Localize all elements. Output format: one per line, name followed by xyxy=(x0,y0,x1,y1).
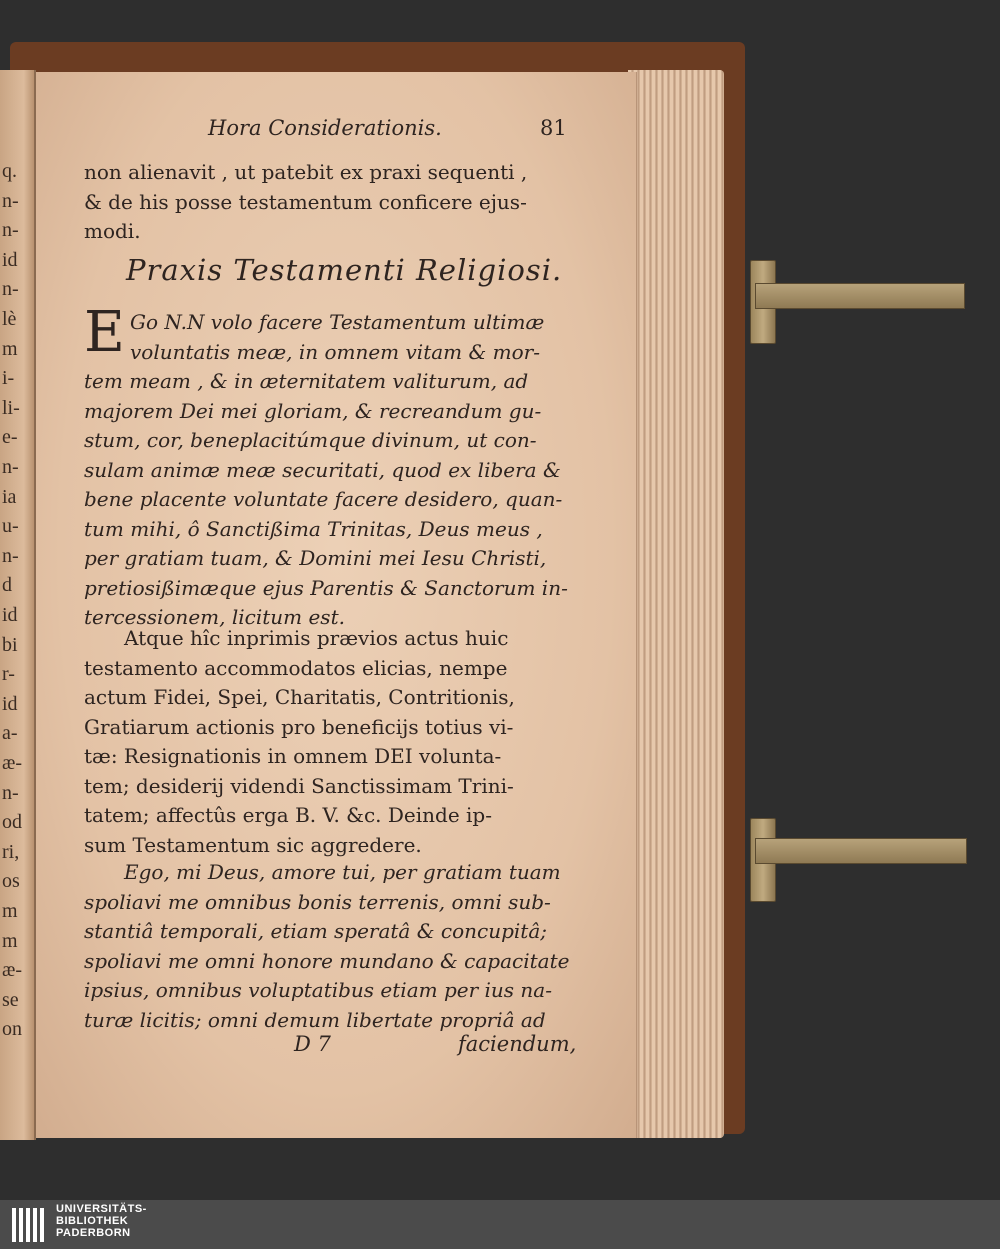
left-page-fragment: os xyxy=(2,870,20,893)
text-line: actum Fidei, Spei, Charitatis, Contritionis, xyxy=(84,685,515,709)
left-page-fragment: n- xyxy=(2,544,19,567)
library-name-line: BIBLIOTHEK xyxy=(56,1215,129,1227)
section-heading: Praxis Testamenti Religiosi. xyxy=(126,253,563,287)
left-page-fragment: id xyxy=(2,248,18,271)
left-page-fragment: ia xyxy=(2,485,17,508)
text-line: turæ licitis; omni demum libertate propriâ ad xyxy=(84,1007,546,1032)
text-line: ipsius, omnibus voluptatibus etiam per ius na- xyxy=(84,978,552,1002)
footer-bar xyxy=(0,1200,1000,1249)
left-page-fragment: n- xyxy=(2,189,19,212)
left-page-fragment: m xyxy=(2,929,18,952)
text-line: & de his posse testamentum conficere ejus- xyxy=(84,189,527,214)
page-edge-stack xyxy=(628,70,724,1138)
library-logo-icon xyxy=(10,1204,46,1246)
upper-clasp xyxy=(755,283,965,309)
left-page-fragment: æ- xyxy=(2,959,22,982)
left-page-fragment: e- xyxy=(2,426,18,449)
text-line: spoliavi me omni honore mundano & capacitate xyxy=(84,948,570,973)
text-line: stantiâ temporali, etiam speratâ & concupitâ; xyxy=(84,919,547,943)
text-line: bene placente voluntate facere desidero, quan- xyxy=(84,487,563,511)
text-line: stum, cor, beneplacitúmque divinum, ut con- xyxy=(84,428,537,452)
text-line: per gratiam tuam, & Domini mei Iesu Christi, xyxy=(84,546,547,570)
text-line: sulam animæ meæ securitati, quod ex libera & xyxy=(84,457,561,482)
text-line: voluntatis meæ, in omnem vitam & mor- xyxy=(130,339,540,364)
text-line: non alienavit , ut patebit ex praxi sequenti , xyxy=(84,160,528,184)
left-page-fragment: ri, xyxy=(2,840,20,863)
text-line: sum Testamentum sic aggredere. xyxy=(84,832,422,857)
text-line: tæ: Resignationis in omnem DEI volunta- xyxy=(84,744,502,768)
text-line: tercessionem, licitum est. xyxy=(84,605,345,629)
left-page-fragment: u- xyxy=(2,515,19,538)
text-line: tum mihi, ô Sanctißima Trinitas, Deus meus , xyxy=(84,516,543,541)
text-line: spoliavi me omnibus bonis terrenis, omni sub- xyxy=(84,889,551,914)
book-page xyxy=(36,72,637,1138)
text-line: pretiosißimæque ejus Parentis & Sanctorum in- xyxy=(84,575,568,600)
left-page-fragment: r- xyxy=(2,663,15,686)
left-page-fragment: m xyxy=(2,337,18,360)
text-line: tem; desiderij videndi Sanctissimam Trini- xyxy=(84,773,514,798)
signature-mark: D 7 xyxy=(294,1032,331,1056)
left-page-fragment: n- xyxy=(2,219,19,242)
left-page-fragment: li- xyxy=(2,396,20,419)
text-line: modi. xyxy=(84,219,141,243)
text-line: Atque hîc inprimis prævios actus huic xyxy=(124,626,509,650)
left-page-fragment: bi xyxy=(2,633,18,656)
left-page-fragment: id xyxy=(2,692,18,715)
left-page-fragment: od xyxy=(2,811,22,834)
left-page-fragment: n- xyxy=(2,456,19,478)
library-name-line: PADERBORN xyxy=(56,1227,131,1239)
lower-clasp xyxy=(755,838,967,864)
left-page-fragment: m xyxy=(2,900,18,922)
left-facing-page xyxy=(0,70,36,1140)
library-name-line: UNIVERSITÄTS- xyxy=(56,1203,147,1215)
text-line: tem meam , & in æternitatem valiturum, ad xyxy=(84,369,529,393)
text-line: Go N.N volo facere Testamentum ultimæ xyxy=(130,310,545,334)
left-page-fragment: se xyxy=(2,988,19,1011)
page-number: 81 xyxy=(540,116,567,140)
left-page-fragment: n- xyxy=(2,278,19,301)
text-line: Ego, mi Deus, amore tui, per gratiam tuam xyxy=(124,860,561,884)
drop-capital: E xyxy=(84,300,125,365)
text-line: tatem; affectûs erga B. V. &c. Deinde ip- xyxy=(84,803,492,827)
left-page-fragment: a- xyxy=(2,722,18,745)
left-page-fragment: q. xyxy=(2,160,17,182)
left-page-fragment: i- xyxy=(2,367,15,390)
library-name xyxy=(56,1200,147,1239)
left-page-fragment: d xyxy=(2,574,12,597)
running-head: Hora Considerationis. xyxy=(208,116,442,140)
left-page-fragment: on xyxy=(2,1018,22,1041)
left-page-fragment: lè xyxy=(2,308,17,330)
catchword: faciendum, xyxy=(458,1032,577,1056)
left-page-fragment: æ- xyxy=(2,752,22,774)
left-page-fragment: id xyxy=(2,604,18,626)
text-line: testamento accommodatos elicias, nempe xyxy=(84,655,508,680)
text-line: Gratiarum actionis pro beneficijs totius vi- xyxy=(84,714,514,739)
left-page-fragment: n- xyxy=(2,781,19,804)
text-line: majorem Dei mei gloriam, & recreandum gu- xyxy=(84,398,542,423)
